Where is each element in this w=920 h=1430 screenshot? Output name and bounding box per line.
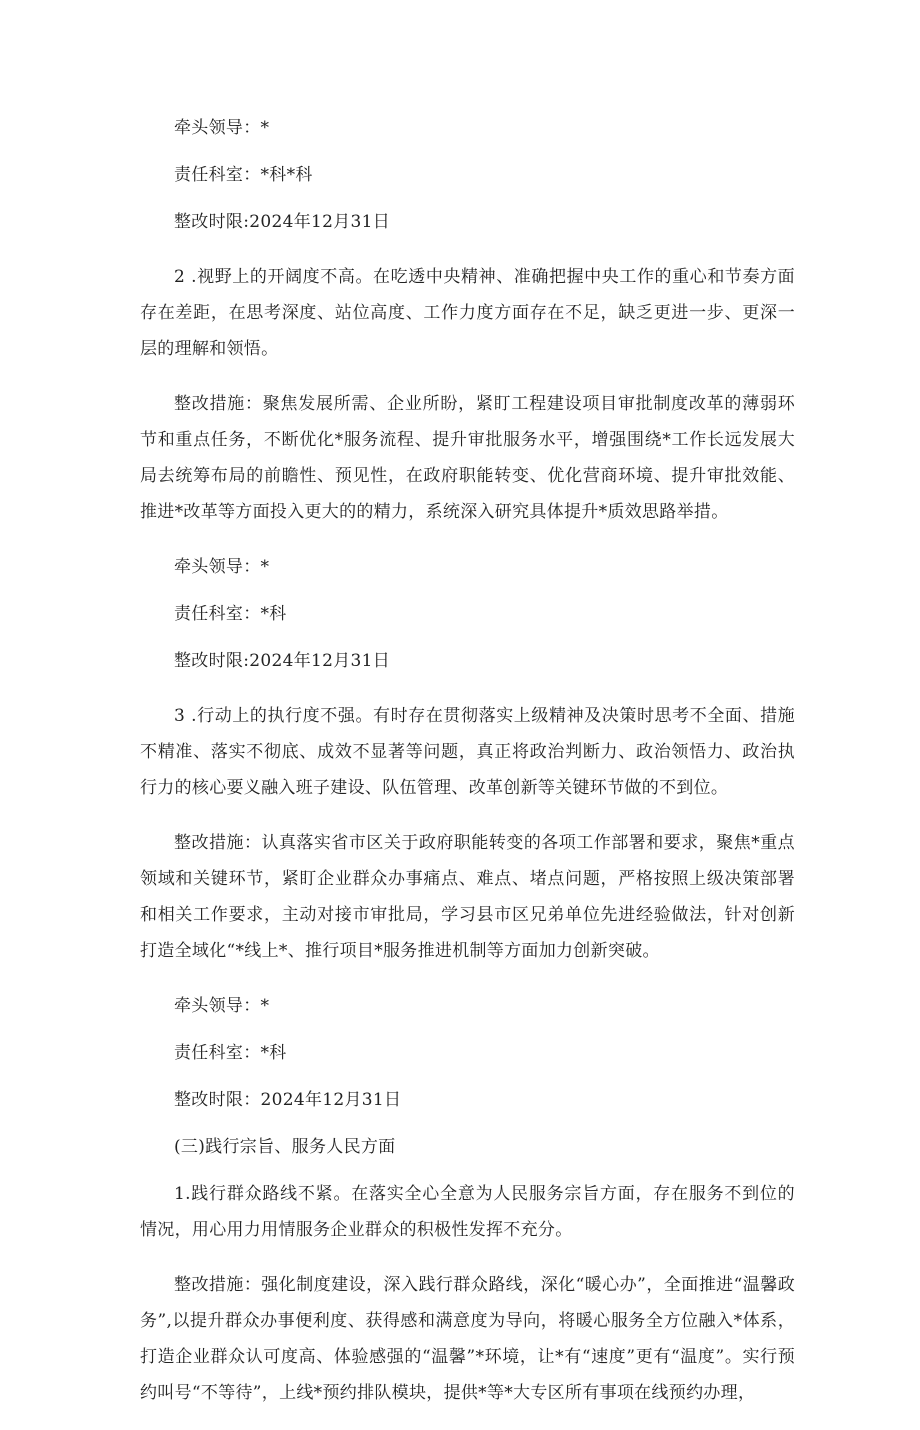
lead-leader: 牵头领导：* xyxy=(174,557,270,577)
section-heading: (三)践行宗旨、服务人民方面 xyxy=(174,1137,396,1157)
lead-leader: 牵头领导：* xyxy=(174,118,270,138)
responsible-department: 责任科室：*科*科 xyxy=(174,165,313,185)
responsible-department: 责任科室：*科 xyxy=(174,1043,287,1063)
rectification-deadline: 整改时限:2024年12月31日 xyxy=(174,212,391,232)
responsible-department: 责任科室：*科 xyxy=(174,604,287,624)
rectification-deadline: 整改时限:2024年12月31日 xyxy=(174,651,391,671)
measures-paragraph: 整改措施：认真落实省市区关于政府职能转变的各项工作部署和要求，聚焦*重点领域和关键环节，紧盯企业群众办事痛点、难点、堵点问题，严格按照上级决策部署和相关工作要求，主动对接市审批局，学习县市区兄弟单位先进经验做法，针对创新打造全域化“*线上*、推行项目*服务推进机制等方面加力创新突破。 xyxy=(140,833,795,961)
rectification-deadline: 整改时限：2024年12月31日 xyxy=(174,1090,402,1110)
measures-paragraph: 整改措施：强化制度建设，深入践行群众路线，深化“暖心办”，全面推进“温馨政务”,以提升群众办事便利度、获得感和满意度为导向，将暖心服务全方位融入*体系，打造企业群众认可度高、体验感强的“温馨”*环境，让*有“速度”更有“温度”。实行预约叫号“不等待”，上线*预约排队模块，提供*等*大专区所有事项在线预约办理， xyxy=(140,1275,795,1403)
lead-leader: 牵头领导：* xyxy=(174,996,270,1016)
document-body xyxy=(140,110,795,1430)
issue-paragraph: 2 .视野上的开阔度不高。在吃透中央精神、准确把握中央工作的重心和节奏方面存在差距，在思考深度、站位高度、工作力度方面存在不足，缺乏更进一步、更深一层的理解和领悟。 xyxy=(140,267,795,359)
issue-paragraph: 3 .行动上的执行度不强。有时存在贯彻落实上级精神及决策时思考不全面、措施不精准、落实不彻底、成效不显著等问题，真正将政治判断力、政治领悟力、政治执行力的核心要义融入班子建设、队伍管理、改革创新等关键环节做的不到位。 xyxy=(140,706,795,798)
measures-paragraph: 整改措施：聚焦发展所需、企业所盼，紧盯工程建设项目审批制度改革的薄弱环节和重点任务，不断优化*服务流程、提升审批服务水平，增强围绕*工作长远发展大局去统筹布局的前瞻性、预见性，在政府职能转变、优化营商环境、提升审批效能、推进*改革等方面投入更大的的精力，系统深入研究具体提升*质效思路举措。 xyxy=(140,394,795,522)
issue-paragraph: 1.践行群众路线不紧。在落实全心全意为人民服务宗旨方面，存在服务不到位的情况，用心用力用情服务企业群众的积极性发挥不充分。 xyxy=(140,1184,795,1240)
